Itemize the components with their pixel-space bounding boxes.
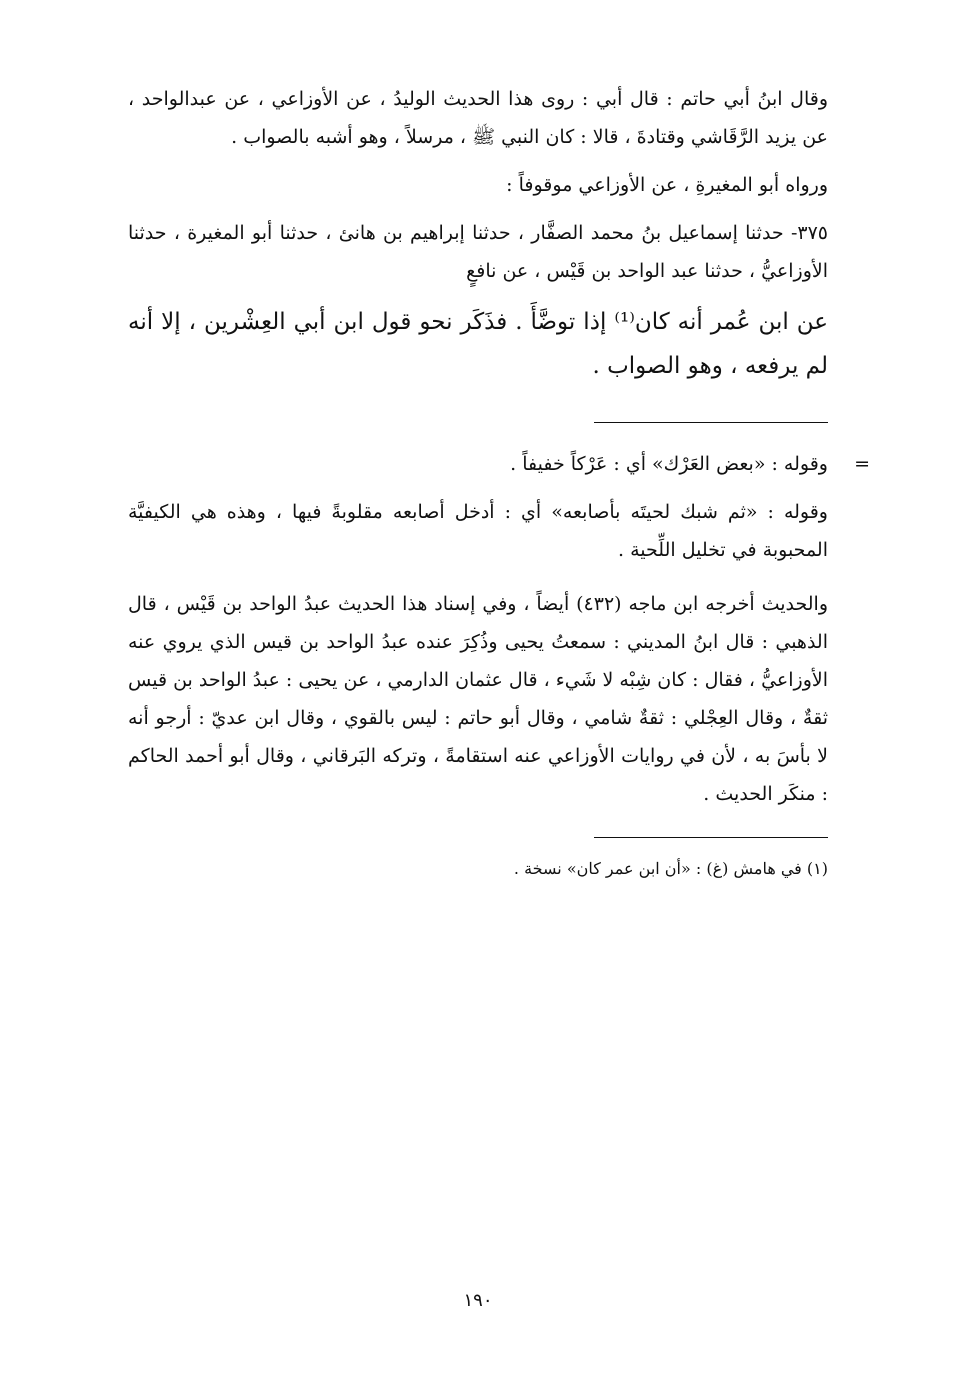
divider-main [594,422,828,423]
commentary-paragraph-2: وقوله : «ثم شبك لحيتَه بأصابعه» أي : أدخل أصابعه مقلوبةً فيها ، وهذه هي الكيفيَّة المحبوبة في تخليل اللِّحية . [128,501,828,561]
body-paragraph-1: وقال ابنُ أبي حاتم : قال أبي : روى هذا الحديث الوليدُ ، عن الأوزاعي ، عن عبدالواحد ، عن يزيد الرَّقَاشي وقتادةَ ، قالا : كان النبي ﷺ ، مرسلاً ، وهو أشبه بالصواب . [128,88,828,148]
commentary-paragraph-1: وقوله : «بعض العَرْك» أي : عَرْكاً خفيفاً . [510,453,828,475]
page-number: ١٩٠ [463,1290,493,1311]
hadith-375-matn: عن ابن عُمر أنه كان⁽¹⁾ إذا توضَّأَ . فذَكَر نحو قول ابن أبي العِشْرين ، إلا أنه لم يرفعه ، وهو الصواب . [128,309,829,379]
hadith-375: ٣٧٥- حدثنا إسماعيل بنُ محمد الصفَّار ، حدثنا إبراهيم بن هانئ ، حدثنا أبو المغيرة ، حدثنا الأوزاعيُّ ، حدثنا عبد الواحد بن قَيْس ، عن نافعٍ [128,222,828,282]
commentary-paragraph-3: والحديث أخرجه ابن ماجه (٤٣٢) أيضاً ، وفي إسناد هذا الحديث عبدُ الواحد بن قَيْس ، قال الذهبي : قال ابنُ المديني : سمعتُ يحيى وذُكِرَ عنده عبدُ الواحد بن قيس الذي يروي عنه الأوزاعيُّ ، فقال : كان شِبْه لا شَيء ، قال عثمان الدارمي ، عن يحيى : عبدُ الواحد بن قيس ثقةٌ ، وقال العِجْلي : ثقةٌ شامي ، وقال أبو حاتم : ليس بالقوي ، وقال ابن عديّ : أرجو أنه لا بأسَ به ، لأن في روايات الأوزاعي عنه استقامةً ، وتركه البَرقاني ، وقال أبو أحمد الحاكم : منكَر الحديث . [128,593,828,805]
divider-footnote [594,837,828,838]
footnote-1: (١) في هامش (غ) : «أن ابن عمر كان» نسخة . [513,859,828,878]
continuation-mark: = [854,453,870,475]
commentary-block [128,445,870,483]
page-content [128,80,870,884]
body-paragraph-2: ورواه أبو المغيرةِ ، عن الأوزاعي موقوفاً : [506,174,828,196]
